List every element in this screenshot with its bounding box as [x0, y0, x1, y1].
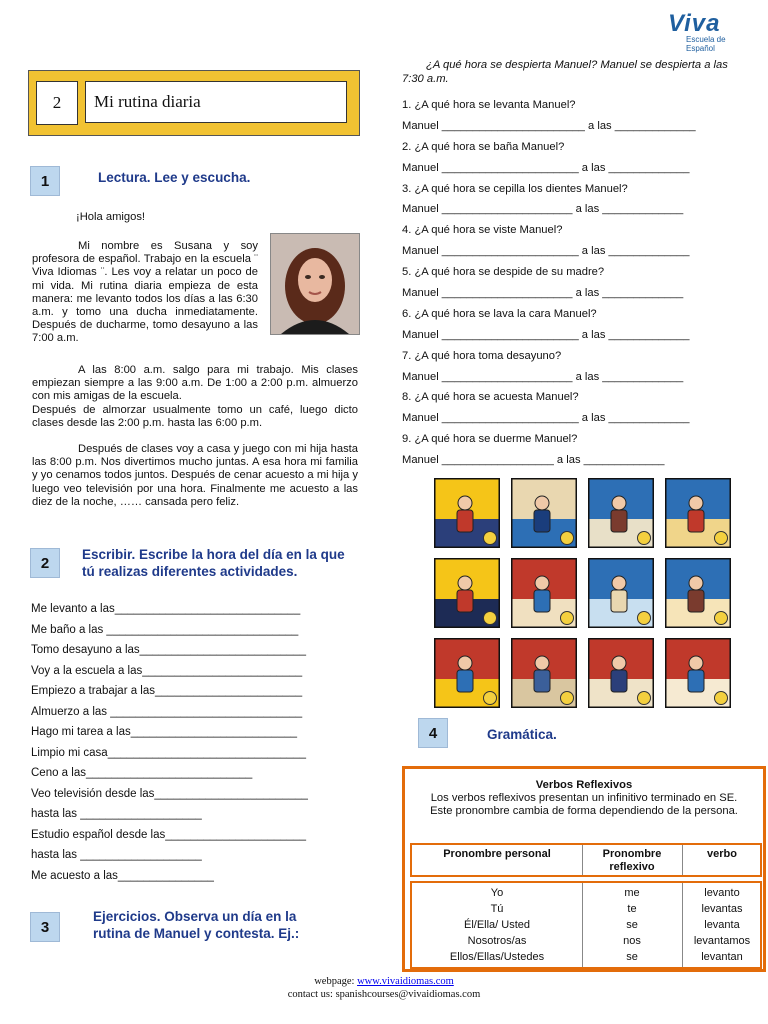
grammar-cell-personal: Él/Ella/ Usted — [463, 919, 531, 931]
writing-line[interactable]: Almuerzo a las ______________________________ — [31, 705, 303, 718]
writing-line[interactable]: Limpio mi casa_______________________________ — [31, 746, 306, 759]
clock-icon — [637, 691, 651, 705]
grammar-body — [410, 881, 762, 969]
writing-line[interactable]: Me levanto a las_____________________________ — [31, 603, 301, 615]
routine-picture — [434, 478, 500, 548]
lesson-title-box — [28, 70, 360, 136]
answer-line[interactable]: Manuel ______________________ a las _____________ — [402, 161, 690, 174]
grammar-table — [402, 766, 766, 972]
grammar-row — [412, 917, 760, 933]
writing-line[interactable]: Tomo desayuno a las__________________________ — [31, 644, 306, 656]
section-2-heading — [82, 546, 392, 580]
footer-webpage-line — [0, 975, 768, 988]
routine-picture — [511, 638, 577, 708]
answer-line[interactable]: Manuel _______________________ a las _____________ — [402, 119, 696, 132]
reading-paragraph-1: Mi nombre es Susana y soy profesora de español. Trabajo en la escuela ¨ Viva Idiomas ¨. Les voy a relatar un poco de mi vida. Mi rutina diaria empieza de esta manera: me levanto todos los días a las 6:30 a.m. y tomo una ducha inmediatamente. Después de ducharme, tomo desayuno a las 7:00 a.m. — [32, 240, 258, 345]
routine-picture — [588, 558, 654, 628]
footer-webpage-label: webpage: — [314, 976, 358, 987]
section-4-heading: Gramática. — [487, 727, 557, 742]
clock-icon — [637, 531, 651, 545]
section-3-heading-line-1: Ejercicios. Observa un día en la — [93, 909, 297, 924]
section-4-number: 4 — [418, 718, 448, 748]
grammar-cell-verb: levanto — [704, 887, 740, 899]
header-reflexive-pronoun — [582, 848, 682, 874]
writing-line[interactable]: Voy a la escuela a las_________________________ — [31, 664, 303, 677]
section-1-number: 1 — [30, 166, 60, 196]
section-1-heading: Lectura. Lee y escucha. — [98, 170, 251, 185]
grammar-cell-reflexive: se — [626, 951, 638, 963]
section-3-heading — [93, 908, 393, 942]
exercise-example — [402, 58, 752, 86]
logo-tagline: Escuela de Español — [686, 35, 726, 53]
teacher-photo — [270, 233, 360, 335]
writing-line[interactable]: Ceno a las__________________________ — [31, 767, 253, 779]
question-text: 2. ¿A qué hora se baña Manuel? — [402, 140, 565, 153]
question-text: 9. ¿A qué hora se duerme Manuel? — [402, 433, 578, 446]
grammar-header-row — [410, 843, 762, 877]
routine-picture — [434, 558, 500, 628]
logo-name: Viva — [668, 10, 721, 37]
header-verb: verbo — [707, 848, 737, 860]
question-text: 8. ¿A qué hora se acuesta Manuel? — [402, 391, 579, 404]
question-text: 7. ¿A qué hora toma desayuno? — [402, 349, 562, 362]
grammar-cell-reflexive: se — [626, 919, 638, 931]
question-text: 4. ¿A qué hora se viste Manuel? — [402, 224, 563, 237]
grammar-cell-verb: levantan — [701, 951, 743, 963]
manuel-routine-pictures — [434, 478, 656, 714]
routine-picture — [665, 478, 731, 548]
writing-line[interactable]: Me baño a las ______________________________ — [31, 623, 299, 636]
question-text: 3. ¿A qué hora se cepilla los dientes Manuel? — [402, 182, 628, 195]
section-2-number: 2 — [30, 548, 60, 578]
clock-icon — [637, 611, 651, 625]
lesson-title: Mi rutina diaria — [85, 81, 347, 123]
writing-line[interactable]: hasta las ___________________ — [31, 808, 202, 820]
reading-paragraph-4: Después de clases voy a casa y juego con mi hija hasta las 8:00 p.m. Nos divertimos mucho juntas. A esa hora mi familia y yo cenamos todos juntos. Después de cenar acuesto a mi hija y luego veo televisión por una hora. Finalmente me acuesto a las diez de la noche, …… cansada pero feliz. — [32, 443, 358, 508]
question-text: 5. ¿A qué hora se despide de su madre? — [402, 266, 605, 279]
clock-icon — [560, 531, 574, 545]
routine-picture — [434, 638, 500, 708]
routine-picture — [588, 478, 654, 548]
routine-picture — [665, 558, 731, 628]
answer-line[interactable]: Manuel _____________________ a las _____________ — [402, 287, 684, 300]
lesson-number: 2 — [36, 81, 78, 125]
clock-icon — [483, 611, 497, 625]
grammar-row — [412, 933, 760, 949]
footer-contact-label: contact us: — [287, 989, 336, 1000]
grammar-row — [412, 885, 760, 901]
writing-lines — [31, 599, 371, 886]
clock-icon — [714, 611, 728, 625]
grammar-cell-personal: Nosotros/as — [467, 935, 527, 947]
grammar-row — [412, 949, 760, 965]
routine-picture — [588, 638, 654, 708]
grammar-cell-verb: levantamos — [693, 935, 751, 947]
answer-line[interactable]: Manuel ______________________ a las _____________ — [402, 412, 690, 425]
section-2-heading-line-2: tú realizas diferentes actividades. — [82, 564, 298, 579]
answer-line[interactable]: Manuel __________________ a las _____________ — [402, 454, 665, 467]
clock-icon — [483, 691, 497, 705]
contact-email[interactable]: spanishcourses@vivaidiomas.com — [335, 989, 481, 1000]
writing-line[interactable]: Empiezo a trabajar a las_______________________ — [31, 685, 303, 697]
section-2-heading-line-1: Escribir. Escribe la hora del día en la que — [82, 547, 345, 562]
answer-line[interactable]: Manuel ______________________ a las _____________ — [402, 245, 690, 258]
reading-paragraph-1-box — [32, 240, 258, 346]
grammar-cell-personal: Tú — [490, 903, 504, 915]
routine-picture — [511, 558, 577, 628]
question-text: 1. ¿A qué hora se levanta Manuel? — [402, 99, 576, 111]
clock-icon — [714, 531, 728, 545]
section-3-number: 3 — [30, 912, 60, 942]
header-personal-pronoun: Pronombre personal — [443, 848, 551, 860]
grammar-cell-reflexive: nos — [623, 935, 641, 947]
grammar-cell-reflexive: me — [624, 887, 640, 899]
question-text: 6. ¿A qué hora se lava la cara Manuel? — [402, 307, 597, 320]
clock-icon — [483, 531, 497, 545]
grammar-cell-verb: levanta — [704, 919, 740, 931]
clock-icon — [560, 691, 574, 705]
answer-line[interactable]: Manuel _____________________ a las _____________ — [402, 203, 684, 216]
grammar-description: Los verbos reflexivos presentan un infinitivo terminado en SE. Este pronombre cambia de forma dependiendo de la persona. — [430, 792, 738, 818]
writing-line[interactable]: Me acuesto a las_______________ — [31, 869, 214, 882]
page-footer — [0, 975, 768, 1001]
reading-body — [32, 364, 358, 509]
writing-line[interactable]: hasta las ___________________ — [31, 849, 202, 861]
header-reflexive-line-2: reflexivo — [609, 861, 655, 873]
grammar-title: Verbos Reflexivos — [535, 779, 633, 791]
answer-line[interactable]: Manuel ______________________ a las _____________ — [402, 328, 690, 341]
section-3-heading-line-2: rutina de Manuel y contesta. Ej.: — [93, 926, 300, 941]
routine-picture — [665, 638, 731, 708]
answer-line[interactable]: Manuel _____________________ a las _____________ — [402, 370, 684, 383]
writing-line[interactable]: Veo televisión desde las________________________ — [31, 787, 308, 800]
routine-picture — [511, 478, 577, 548]
clock-icon — [560, 611, 574, 625]
footer-contact-line — [0, 988, 768, 1001]
reading-paragraph-2: A las 8:00 a.m. salgo para mi trabajo. Mis clases empiezan siempre a las 9:00 a.m. De 1:00 a 2:00 p.m. almuerzo con mis amigas de la escuela. — [32, 364, 358, 403]
header-reflexive-line-1: Pronombre — [602, 848, 662, 860]
grammar-row — [412, 901, 760, 917]
website-link[interactable]: www.vivaidiomas.com — [357, 976, 454, 987]
reading-greeting: ¡Hola amigos! — [76, 211, 146, 223]
grammar-cell-personal: Ellos/Ellas/Ustedes — [449, 951, 545, 963]
reading-paragraph-3: Después de almorzar usualmente tomo un café, luego dicto clases desde las 2:00 p.m. hasta las 6:00 p.m. — [32, 403, 358, 429]
exercise-questions — [402, 95, 752, 471]
clock-icon — [714, 691, 728, 705]
writing-line[interactable]: Hago mi tarea a las__________________________ — [31, 726, 298, 738]
grammar-cell-verb: levantas — [701, 903, 743, 915]
exercise-example-text: ¿A qué hora se despierta Manuel? Manuel se despierta a las 7:30 a.m. — [402, 59, 728, 85]
writing-line[interactable]: Estudio español desde las______________________ — [31, 828, 306, 841]
grammar-cell-personal: Yo — [490, 887, 504, 899]
grammar-cell-reflexive: te — [627, 903, 637, 915]
